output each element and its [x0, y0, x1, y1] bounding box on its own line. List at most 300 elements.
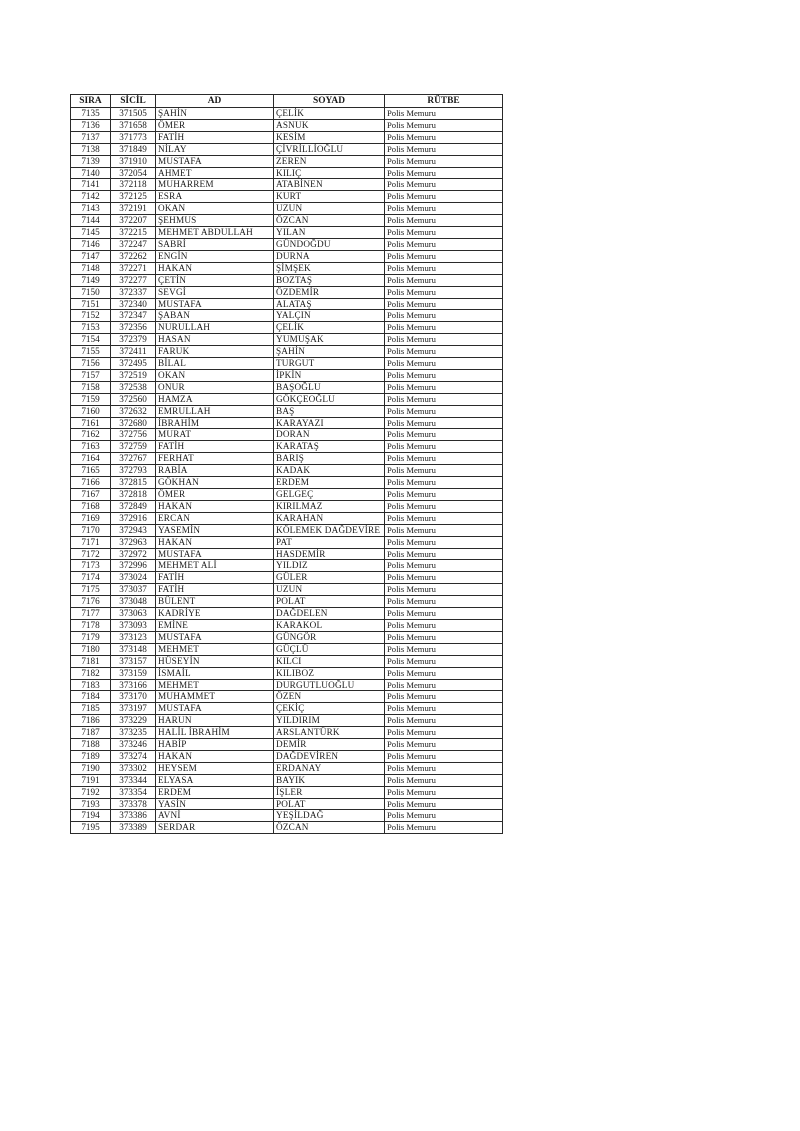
cell-ad: ŞEHMUS [156, 215, 274, 227]
table-row [71, 143, 503, 155]
cell-ad: AVNİ [156, 810, 274, 822]
cell-sicil: 372996 [111, 560, 156, 572]
cell-sicil: 372347 [111, 310, 156, 322]
cell-sicil: 372759 [111, 441, 156, 453]
cell-soyad: DAĞDELEN [274, 608, 385, 620]
cell-sicil: 372118 [111, 179, 156, 191]
cell-soyad: BARIŞ [274, 453, 385, 465]
cell-soyad: TURGUT [274, 358, 385, 370]
cell-ad: ÇETİN [156, 274, 274, 286]
cell-soyad: DURNA [274, 250, 385, 262]
cell-ad: HALİL İBRAHİM [156, 727, 274, 739]
cell-ad: GÖKHAN [156, 477, 274, 489]
table-row [71, 715, 503, 727]
cell-sicil: 372972 [111, 548, 156, 560]
cell-soyad: GÜLER [274, 572, 385, 584]
cell-soyad: ARSLANTÜRK [274, 727, 385, 739]
cell-ad: SERDAR [156, 822, 274, 834]
cell-sira: 7176 [71, 596, 111, 608]
cell-soyad: YALÇIN [274, 310, 385, 322]
cell-rutbe: Polis Memuru [385, 441, 503, 453]
cell-sicil: 372277 [111, 274, 156, 286]
cell-sira: 7180 [71, 643, 111, 655]
cell-sicil: 372356 [111, 322, 156, 334]
cell-ad: YASEMİN [156, 524, 274, 536]
cell-sira: 7150 [71, 286, 111, 298]
cell-soyad: KURT [274, 191, 385, 203]
cell-sira: 7145 [71, 227, 111, 239]
cell-rutbe: Polis Memuru [385, 691, 503, 703]
cell-rutbe: Polis Memuru [385, 512, 503, 524]
cell-sira: 7178 [71, 619, 111, 631]
cell-ad: ESRA [156, 191, 274, 203]
cell-sira: 7156 [71, 358, 111, 370]
cell-sira: 7188 [71, 739, 111, 751]
cell-sicil: 372337 [111, 286, 156, 298]
cell-sira: 7171 [71, 536, 111, 548]
cell-sicil: 373197 [111, 703, 156, 715]
cell-sicil: 372271 [111, 262, 156, 274]
table-row [71, 489, 503, 501]
cell-ad: ONUR [156, 381, 274, 393]
table-row [71, 250, 503, 262]
cell-rutbe: Polis Memuru [385, 417, 503, 429]
table-row [71, 739, 503, 751]
cell-rutbe: Polis Memuru [385, 322, 503, 334]
table-row [71, 262, 503, 274]
cell-soyad: UZUN [274, 584, 385, 596]
header-rutbe: RÜTBE [385, 95, 503, 108]
table-row [71, 417, 503, 429]
cell-rutbe: Polis Memuru [385, 750, 503, 762]
cell-soyad: ERDANAY [274, 762, 385, 774]
cell-soyad: ÖZCAN [274, 215, 385, 227]
table-row [71, 477, 503, 489]
table-row [71, 381, 503, 393]
cell-sira: 7172 [71, 548, 111, 560]
cell-ad: HAKAN [156, 500, 274, 512]
cell-sicil: 373166 [111, 679, 156, 691]
table-row [71, 596, 503, 608]
table-row [71, 500, 503, 512]
cell-rutbe: Polis Memuru [385, 298, 503, 310]
cell-rutbe: Polis Memuru [385, 191, 503, 203]
cell-ad: BÜLENT [156, 596, 274, 608]
cell-sira: 7152 [71, 310, 111, 322]
cell-sicil: 372560 [111, 393, 156, 405]
cell-ad: RABİA [156, 465, 274, 477]
cell-ad: NİLAY [156, 143, 274, 155]
cell-soyad: YILDIRIM [274, 715, 385, 727]
cell-sira: 7158 [71, 381, 111, 393]
cell-soyad: İPKİN [274, 369, 385, 381]
table-row [71, 131, 503, 143]
cell-soyad: KESİM [274, 131, 385, 143]
table-row [71, 655, 503, 667]
cell-rutbe: Polis Memuru [385, 286, 503, 298]
cell-sira: 7169 [71, 512, 111, 524]
cell-rutbe: Polis Memuru [385, 465, 503, 477]
table-row [71, 155, 503, 167]
cell-sicil: 371505 [111, 108, 156, 120]
cell-sira: 7142 [71, 191, 111, 203]
cell-sicil: 373093 [111, 619, 156, 631]
cell-sira: 7187 [71, 727, 111, 739]
cell-sira: 7140 [71, 167, 111, 179]
table-row [71, 429, 503, 441]
cell-sira: 7147 [71, 250, 111, 262]
cell-sira: 7195 [71, 822, 111, 834]
table-row [71, 548, 503, 560]
cell-ad: ŞABAN [156, 310, 274, 322]
table-row [71, 393, 503, 405]
cell-rutbe: Polis Memuru [385, 489, 503, 501]
table-row [71, 179, 503, 191]
cell-sicil: 372632 [111, 405, 156, 417]
cell-rutbe: Polis Memuru [385, 596, 503, 608]
cell-sira: 7143 [71, 203, 111, 215]
cell-ad: MUSTAFA [156, 155, 274, 167]
cell-sicil: 372215 [111, 227, 156, 239]
cell-soyad: PAT [274, 536, 385, 548]
table-row [71, 631, 503, 643]
cell-sicil: 373123 [111, 631, 156, 643]
cell-sicil: 372411 [111, 346, 156, 358]
table-row [71, 774, 503, 786]
table-row [71, 203, 503, 215]
cell-rutbe: Polis Memuru [385, 334, 503, 346]
cell-sicil: 373148 [111, 643, 156, 655]
cell-ad: MEHMET [156, 679, 274, 691]
cell-soyad: DORAN [274, 429, 385, 441]
cell-sicil: 373274 [111, 750, 156, 762]
cell-sicil: 372495 [111, 358, 156, 370]
table-row [71, 274, 503, 286]
cell-sicil: 373302 [111, 762, 156, 774]
cell-sira: 7167 [71, 489, 111, 501]
cell-rutbe: Polis Memuru [385, 715, 503, 727]
cell-rutbe: Polis Memuru [385, 500, 503, 512]
table-row [71, 822, 503, 834]
cell-ad: MUSTAFA [156, 548, 274, 560]
table-row [71, 560, 503, 572]
cell-sicil: 373048 [111, 596, 156, 608]
cell-soyad: KILIBOZ [274, 667, 385, 679]
cell-rutbe: Polis Memuru [385, 405, 503, 417]
cell-sira: 7160 [71, 405, 111, 417]
cell-sira: 7148 [71, 262, 111, 274]
header-soyad: SOYAD [274, 95, 385, 108]
table-row [71, 703, 503, 715]
table-row [71, 191, 503, 203]
header-ad: AD [156, 95, 274, 108]
cell-soyad: ÖZEN [274, 691, 385, 703]
cell-soyad: GÖKÇEOĞLU [274, 393, 385, 405]
cell-sicil: 373229 [111, 715, 156, 727]
cell-sicil: 372538 [111, 381, 156, 393]
cell-sicil: 371773 [111, 131, 156, 143]
cell-sira: 7177 [71, 608, 111, 620]
cell-sira: 7181 [71, 655, 111, 667]
cell-ad: HEYSEM [156, 762, 274, 774]
table-row [71, 441, 503, 453]
cell-soyad: KILCI [274, 655, 385, 667]
cell-soyad: DURGUTLUOĞLU [274, 679, 385, 691]
cell-soyad: GELGEÇ [274, 489, 385, 501]
table-row [71, 453, 503, 465]
cell-sira: 7190 [71, 762, 111, 774]
cell-rutbe: Polis Memuru [385, 215, 503, 227]
cell-soyad: ZEREN [274, 155, 385, 167]
cell-sicil: 372849 [111, 500, 156, 512]
cell-rutbe: Polis Memuru [385, 822, 503, 834]
table-row [71, 619, 503, 631]
cell-sicil: 373159 [111, 667, 156, 679]
cell-rutbe: Polis Memuru [385, 155, 503, 167]
cell-rutbe: Polis Memuru [385, 108, 503, 120]
cell-sicil: 372191 [111, 203, 156, 215]
cell-ad: ERCAN [156, 512, 274, 524]
table-row [71, 310, 503, 322]
cell-rutbe: Polis Memuru [385, 119, 503, 131]
cell-sicil: 373063 [111, 608, 156, 620]
cell-ad: HASAN [156, 334, 274, 346]
cell-sira: 7168 [71, 500, 111, 512]
table-row [71, 286, 503, 298]
cell-sicil: 372054 [111, 167, 156, 179]
cell-rutbe: Polis Memuru [385, 560, 503, 572]
cell-sicil: 372379 [111, 334, 156, 346]
cell-soyad: ATABİNEN [274, 179, 385, 191]
cell-ad: HAMZA [156, 393, 274, 405]
cell-sira: 7166 [71, 477, 111, 489]
cell-sira: 7183 [71, 679, 111, 691]
cell-ad: İBRAHİM [156, 417, 274, 429]
cell-sicil: 372340 [111, 298, 156, 310]
cell-soyad: GÜNGÖR [274, 631, 385, 643]
cell-rutbe: Polis Memuru [385, 369, 503, 381]
cell-sira: 7164 [71, 453, 111, 465]
cell-rutbe: Polis Memuru [385, 238, 503, 250]
cell-soyad: ŞAHİN [274, 346, 385, 358]
cell-rutbe: Polis Memuru [385, 393, 503, 405]
cell-ad: MUSTAFA [156, 298, 274, 310]
cell-sira: 7162 [71, 429, 111, 441]
cell-soyad: KIRILMAZ [274, 500, 385, 512]
cell-sicil: 372262 [111, 250, 156, 262]
table-row [71, 215, 503, 227]
table-row [71, 322, 503, 334]
cell-sira: 7189 [71, 750, 111, 762]
cell-rutbe: Polis Memuru [385, 727, 503, 739]
cell-sicil: 372793 [111, 465, 156, 477]
cell-rutbe: Polis Memuru [385, 536, 503, 548]
table-row [71, 750, 503, 762]
cell-sira: 7193 [71, 798, 111, 810]
cell-soyad: ŞİMŞEK [274, 262, 385, 274]
cell-rutbe: Polis Memuru [385, 429, 503, 441]
cell-ad: ŞAHİN [156, 108, 274, 120]
cell-ad: ENGİN [156, 250, 274, 262]
cell-ad: HAKAN [156, 536, 274, 548]
cell-sicil: 371849 [111, 143, 156, 155]
cell-ad: FATİH [156, 572, 274, 584]
table-row [71, 810, 503, 822]
cell-ad: HAKAN [156, 750, 274, 762]
cell-rutbe: Polis Memuru [385, 739, 503, 751]
cell-soyad: DEMİR [274, 739, 385, 751]
cell-rutbe: Polis Memuru [385, 131, 503, 143]
cell-rutbe: Polis Memuru [385, 381, 503, 393]
cell-sicil: 371658 [111, 119, 156, 131]
cell-rutbe: Polis Memuru [385, 631, 503, 643]
cell-soyad: YILAN [274, 227, 385, 239]
cell-sira: 7159 [71, 393, 111, 405]
cell-sira: 7163 [71, 441, 111, 453]
table-row [71, 167, 503, 179]
cell-sicil: 372680 [111, 417, 156, 429]
cell-soyad: BAŞOĞLU [274, 381, 385, 393]
cell-rutbe: Polis Memuru [385, 179, 503, 191]
cell-sira: 7155 [71, 346, 111, 358]
cell-rutbe: Polis Memuru [385, 572, 503, 584]
cell-rutbe: Polis Memuru [385, 679, 503, 691]
cell-sicil: 373378 [111, 798, 156, 810]
cell-rutbe: Polis Memuru [385, 346, 503, 358]
cell-rutbe: Polis Memuru [385, 774, 503, 786]
cell-sicil: 373344 [111, 774, 156, 786]
cell-ad: OKAN [156, 203, 274, 215]
cell-sira: 7144 [71, 215, 111, 227]
cell-soyad: DAĞDEVİREN [274, 750, 385, 762]
table-row [71, 227, 503, 239]
cell-ad: SABRİ [156, 238, 274, 250]
cell-sira: 7175 [71, 584, 111, 596]
cell-sicil: 372247 [111, 238, 156, 250]
cell-ad: İSMAİL [156, 667, 274, 679]
cell-sira: 7139 [71, 155, 111, 167]
table-row [71, 119, 503, 131]
table-row [71, 369, 503, 381]
cell-soyad: HASDEMİR [274, 548, 385, 560]
table-row [71, 536, 503, 548]
cell-sira: 7135 [71, 108, 111, 120]
table-row [71, 238, 503, 250]
cell-soyad: GÜNDOĞDU [274, 238, 385, 250]
cell-sicil: 372519 [111, 369, 156, 381]
cell-rutbe: Polis Memuru [385, 584, 503, 596]
cell-soyad: KÖLEMEK DAĞDEVİRE [274, 524, 385, 536]
cell-rutbe: Polis Memuru [385, 798, 503, 810]
table-row [71, 405, 503, 417]
cell-sira: 7191 [71, 774, 111, 786]
cell-ad: FERHAT [156, 453, 274, 465]
cell-rutbe: Polis Memuru [385, 358, 503, 370]
cell-ad: BİLAL [156, 358, 274, 370]
cell-rutbe: Polis Memuru [385, 548, 503, 560]
cell-rutbe: Polis Memuru [385, 274, 503, 286]
cell-soyad: KARAYAZI [274, 417, 385, 429]
table-row [71, 679, 503, 691]
cell-ad: MEHMET ALİ [156, 560, 274, 572]
table-row [71, 358, 503, 370]
cell-soyad: KADAK [274, 465, 385, 477]
table-row [71, 512, 503, 524]
cell-sicil: 373246 [111, 739, 156, 751]
cell-sira: 7170 [71, 524, 111, 536]
cell-soyad: POLAT [274, 596, 385, 608]
cell-sicil: 372916 [111, 512, 156, 524]
table-row [71, 608, 503, 620]
cell-sira: 7161 [71, 417, 111, 429]
table-row [71, 643, 503, 655]
cell-sira: 7192 [71, 786, 111, 798]
cell-ad: FATİH [156, 584, 274, 596]
cell-sira: 7153 [71, 322, 111, 334]
cell-sicil: 371910 [111, 155, 156, 167]
cell-rutbe: Polis Memuru [385, 524, 503, 536]
cell-sicil: 372207 [111, 215, 156, 227]
cell-ad: HARUN [156, 715, 274, 727]
cell-sira: 7137 [71, 131, 111, 143]
cell-sicil: 373024 [111, 572, 156, 584]
header-sicil: SİCİL [111, 95, 156, 108]
cell-sira: 7146 [71, 238, 111, 250]
table-row [71, 798, 503, 810]
cell-rutbe: Polis Memuru [385, 703, 503, 715]
table-row [71, 524, 503, 536]
cell-soyad: ÖZCAN [274, 822, 385, 834]
cell-sira: 7138 [71, 143, 111, 155]
cell-sira: 7173 [71, 560, 111, 572]
cell-soyad: ÇELİK [274, 108, 385, 120]
cell-ad: EMRULLAH [156, 405, 274, 417]
cell-sicil: 372756 [111, 429, 156, 441]
cell-soyad: KARAKOL [274, 619, 385, 631]
header-row [71, 95, 503, 108]
cell-soyad: ÖZDEMİR [274, 286, 385, 298]
cell-ad: FARUK [156, 346, 274, 358]
table-row [71, 667, 503, 679]
cell-sira: 7157 [71, 369, 111, 381]
cell-ad: ERDEM [156, 786, 274, 798]
cell-soyad: ERDEM [274, 477, 385, 489]
cell-rutbe: Polis Memuru [385, 608, 503, 620]
cell-rutbe: Polis Memuru [385, 477, 503, 489]
cell-ad: SEVGİ [156, 286, 274, 298]
cell-soyad: KILIÇ [274, 167, 385, 179]
table-row [71, 298, 503, 310]
cell-ad: KADRİYE [156, 608, 274, 620]
cell-sira: 7186 [71, 715, 111, 727]
cell-sicil: 372818 [111, 489, 156, 501]
cell-ad: HAKAN [156, 262, 274, 274]
cell-ad: AHMET [156, 167, 274, 179]
table-row [71, 691, 503, 703]
cell-rutbe: Polis Memuru [385, 786, 503, 798]
personnel-table [70, 94, 503, 834]
table-row [71, 786, 503, 798]
cell-soyad: KARAHAN [274, 512, 385, 524]
cell-sicil: 373386 [111, 810, 156, 822]
cell-rutbe: Polis Memuru [385, 262, 503, 274]
cell-sira: 7182 [71, 667, 111, 679]
cell-sira: 7154 [71, 334, 111, 346]
cell-soyad: YEŞİLDAĞ [274, 810, 385, 822]
cell-sira: 7165 [71, 465, 111, 477]
cell-ad: OKAN [156, 369, 274, 381]
cell-sira: 7179 [71, 631, 111, 643]
